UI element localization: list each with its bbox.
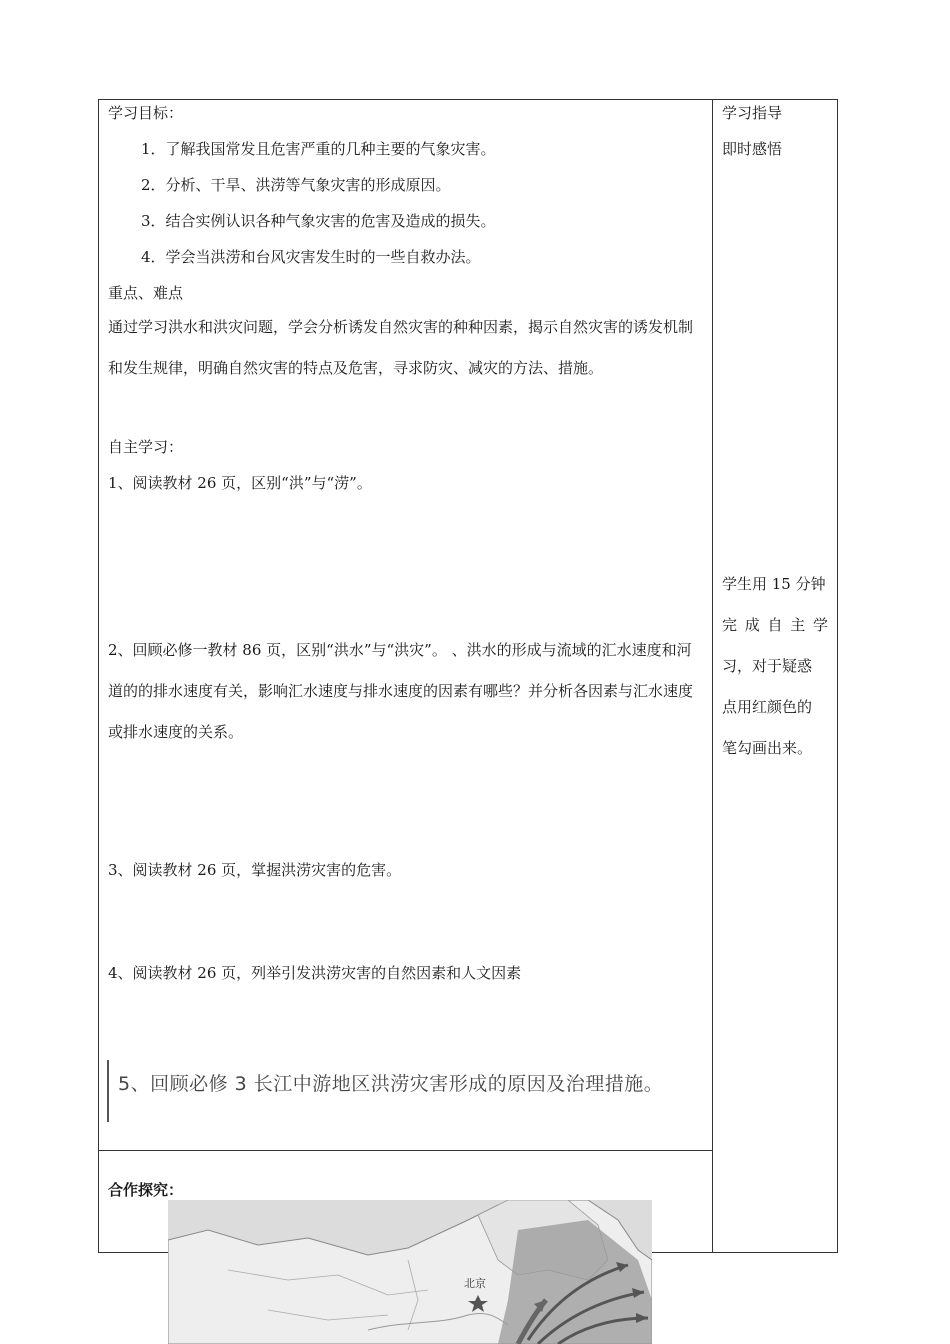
self-study-heading: 自主学习： (108, 438, 184, 456)
self-study-question-5: 5、回顾必修 3 长江中游地区洪涝灾害形成的原因及治理措施。 (118, 1073, 664, 1095)
self-study-question-1: 1、阅读教材 26 页，区别“洪”与“涝”。 (108, 474, 372, 492)
self-study-question-3: 3、阅读教材 26 页，掌握洪涝灾害的危害。 (108, 861, 402, 879)
self-study-question-4: 4、阅读教材 26 页，列举引发洪涝灾害的自然因素和人文因素 (108, 964, 522, 982)
map-label-beijing: 北京 (464, 1277, 486, 1290)
cooperative-heading: 合作探究： (108, 1181, 184, 1199)
sidebar-guide-line-2: 完 成 自 主 学 (722, 616, 828, 634)
china-flood-map-image (168, 1200, 652, 1344)
sidebar-guide-line-3: 习，对于疑惑 (722, 657, 813, 675)
objective-item-1: 1．了解我国常发且危害严重的几种主要的气象灾害。 (141, 140, 496, 158)
map-graphic (168, 1200, 652, 1344)
key-points-heading: 重点、难点 (108, 284, 184, 302)
objective-item-4: 4．学会当洪涝和台风灾害发生时的一些自救办法。 (141, 248, 481, 266)
objective-item-2: 2．分析、干旱、洪涝等气象灾害的形成原因。 (141, 176, 451, 194)
objectives-heading: 学习目标： (108, 104, 184, 122)
key-points-text: 通过学习洪水和洪灾问题，学会分析诱发自然灾害的种种因素，揭示自然灾害的诱发机制和发生规律，明确自然灾害的特点及危害，寻求防灾、减灾的方法、措施。 (108, 318, 694, 377)
row-divider (98, 1150, 713, 1151)
sidebar-guide-line-4: 点用红颜色的 (722, 698, 813, 716)
column-divider (712, 99, 713, 1253)
self-study-question-2: 2、回顾必修一教材 86 页，区别“洪水”与“洪灾”。 、洪水的形成与流域的汇水速度和河道的的排水速度有关，影响汇水速度与排水速度的因素有哪些？并分析各因素与汇水速度或排水速度的关系。 (108, 641, 694, 741)
question-5-margin-bar (107, 1060, 109, 1122)
sidebar-guide-line-1: 学生用 15 分钟 (722, 575, 826, 593)
sidebar-instant-reflection: 即时感悟 (722, 140, 783, 158)
sidebar-guide-line-5: 笔勾画出来。 (722, 739, 813, 757)
objective-item-3: 3．结合实例认识各种气象灾害的危害及造成的损失。 (141, 212, 496, 230)
sidebar-study-guide: 学习指导 (722, 104, 783, 122)
